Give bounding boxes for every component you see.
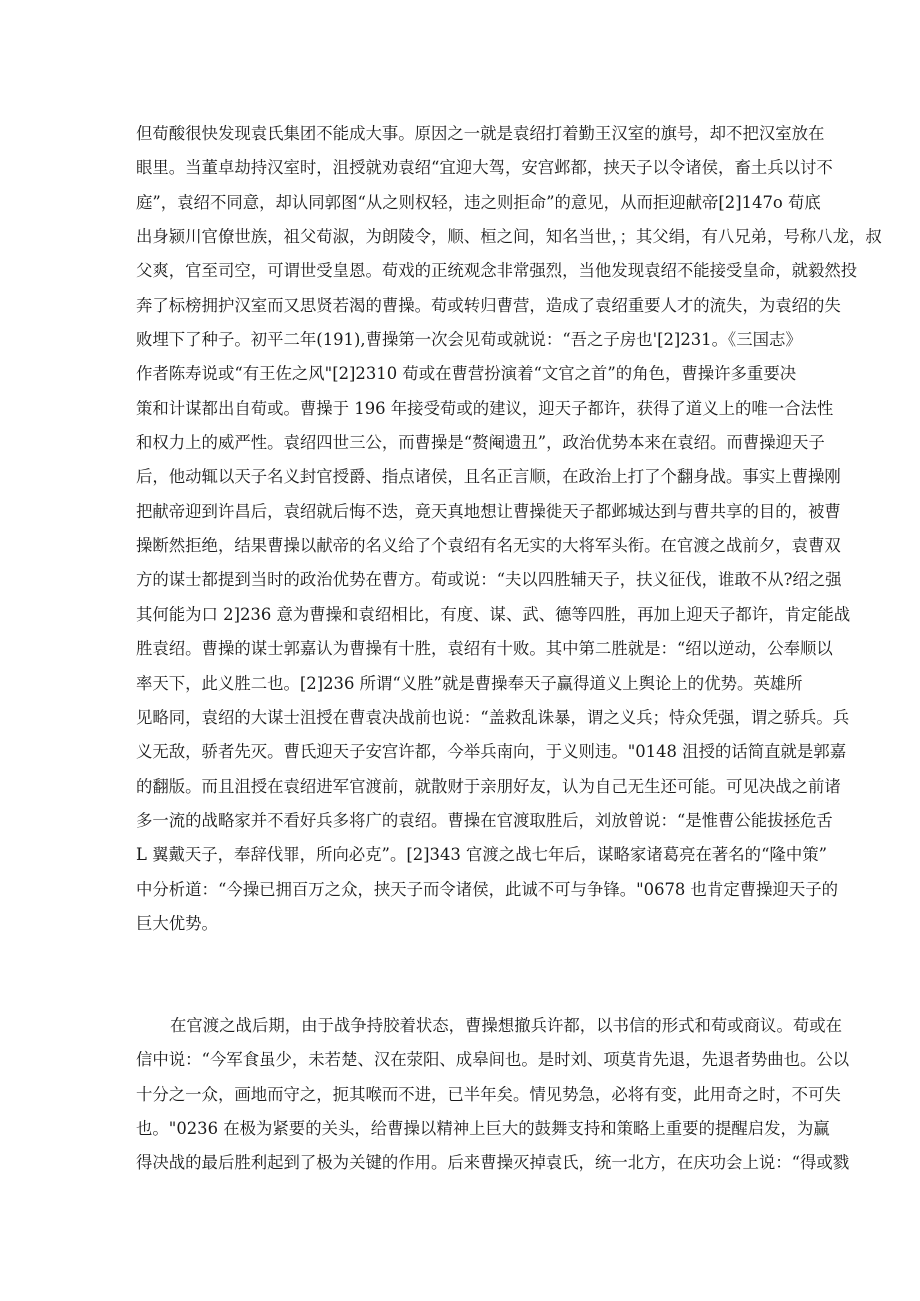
text-line: 得决战的最后胜利起到了极为关键的作用。后来曹操灭掉袁氏，统一北方，在庆功会上说：“得或戮 [136,1153,850,1173]
text-line: 信中说：“今军食虽少，未若楚、汉在荥阳、成皋间也。是时刘、项莫肯先退，先退者势曲也。公以 [136,1050,850,1070]
text-line: 巨大优势。 [136,913,218,933]
text-line: 也。"0236 在极为紧要的关头，给曹操以精神上巨大的鼓舞支持和策略上重要的提醒启发，为赢 [136,1119,830,1139]
text-line: 策和计谋都出自荀或。曹操于 196 年接受荀或的建议，迎天子都许，获得了道义上的唯一合法性 [136,398,834,418]
text-line: 父爽，官至司空，可谓世受皇恩。荀戏的正统观念非常强烈，当他发现袁绍不能接受皇命，就毅然投 [136,261,858,281]
text-line: 其何能为口 2]236 意为曹操和袁绍相比，有度、谋、武、德等四胜，再加上迎天子都许，肯定能战 [136,604,851,624]
text-line: 的翻版。而且沮授在袁绍进军官渡前，就散财于亲朋好友，认为自己无生还可能。可见决战之前诸 [136,776,841,796]
text-line: 义无敌，骄者先灭。曹氏迎天子安宫许都，今举兵南向，于义则违。"0148 沮授的话简直就是郭嘉 [136,742,847,762]
text-line: L 翼戴天子，奉辞伐罪，所向必克”。[2]343 官渡之战七年后，谋略家诸葛亮在著名的“隆中策” [136,845,828,865]
text-line: 和权力上的威严性。袁绍四世三公，而曹操是“赘阉遗丑”，政治优势本来在袁绍。而曹操迎天子 [136,433,825,453]
paragraph-2 [136,1009,850,1181]
text-line: 胜袁绍。曹操的谋士郭嘉认为曹操有十胜，袁绍有十败。其中第二胜就是：“绍以逆动，公奉顺以 [136,639,833,659]
text-line: 见略同，袁绍的大谋士沮授在曹袁决战前也说：“盖救乱诛暴，谓之义兵；恃众凭强，谓之骄兵。兵 [136,707,850,727]
text-line: 十分之一众，画地而守之，扼其喉而不进，已半年矣。情见势急，必将有变，此用奇之时，不可失 [136,1084,841,1104]
text-line: 眼里。当董卓劫持汉室时，沮授就劝袁绍“宜迎大驾，安宫邺都，挟天子以令诸侯，畜土兵以讨不 [136,158,833,178]
paragraph-1 [136,117,882,941]
text-line: 率天下，此义胜二也。[2]236 所谓“义胜”就是曹操奉天子赢得道义上舆论上的优势。英雄所 [136,673,803,693]
text-line: 后，他动辄以天子名义封官授爵、指点诸侯，且名正言顺，在政治上打了个翻身战。事实上曹操刚 [136,467,841,487]
text-line: 方的谋士都提到当时的政治优势在曹方。荀或说：“夫以四胜辅天子，扶义征伐，谁敢不从?绍之强 [136,570,842,590]
text-line: 把献帝迎到许昌后，袁绍就后悔不迭，竟天真地想让曹操徙天子都邺城达到与曹共享的目的，被曹 [136,501,841,521]
text-line: 多一流的战略家并不看好兵多将广的袁绍。曹操在官渡取胜后，刘放曾说：“是惟曹公能拔拯危舌 [136,810,833,830]
text-line: 作者陈寿说或“有王佐之风"[2]2310 荀或在曹营扮演着“文官之首”的角色，曹操许多重要决 [136,364,797,384]
text-line: 奔了标榜拥护汉室而又思贤若渴的曹操。荀或转归曹营，造成了袁绍重要人才的流失，为袁绍的失 [136,295,841,315]
text-line: 庭”，袁绍不同意，却认同郭图“从之则权轻，违之则拒命”的意见，从而拒迎献帝[2]147o 荀底 [136,192,821,212]
text-line: 但荀酸很快发现袁氏集团不能成大事。原因之一就是袁绍打着勤王汉室的旗号，却不把汉室放在 [136,124,825,143]
text-line: 在官渡之战后期，由于战争持胶着状态，曹操想撤兵许都，以书信的形式和荀或商议。荀或在 [170,1016,843,1035]
text-line: 出身颍川官僚世族，祖父荀淑，为朗陵令，顺、桓之间，知名当世，；其父绢，有八兄弟，号称八龙，叔 [136,227,882,247]
text-line: 中分析道：“今操已拥百万之众，挟天子而令诸侯，此诚不可与争锋。"0678 也肯定曹操迎天子的 [136,879,839,899]
text-line: 败埋下了种子。初平二年(191),曹操第一次会见荀或就说：“吾之子房也'[2]231。《三国志》 [136,330,802,350]
text-line: 操断然拒绝，结果曹操以献帝的名义给了个袁绍有名无实的大将军头衔。在官渡之战前夕，袁曹双 [136,536,841,556]
